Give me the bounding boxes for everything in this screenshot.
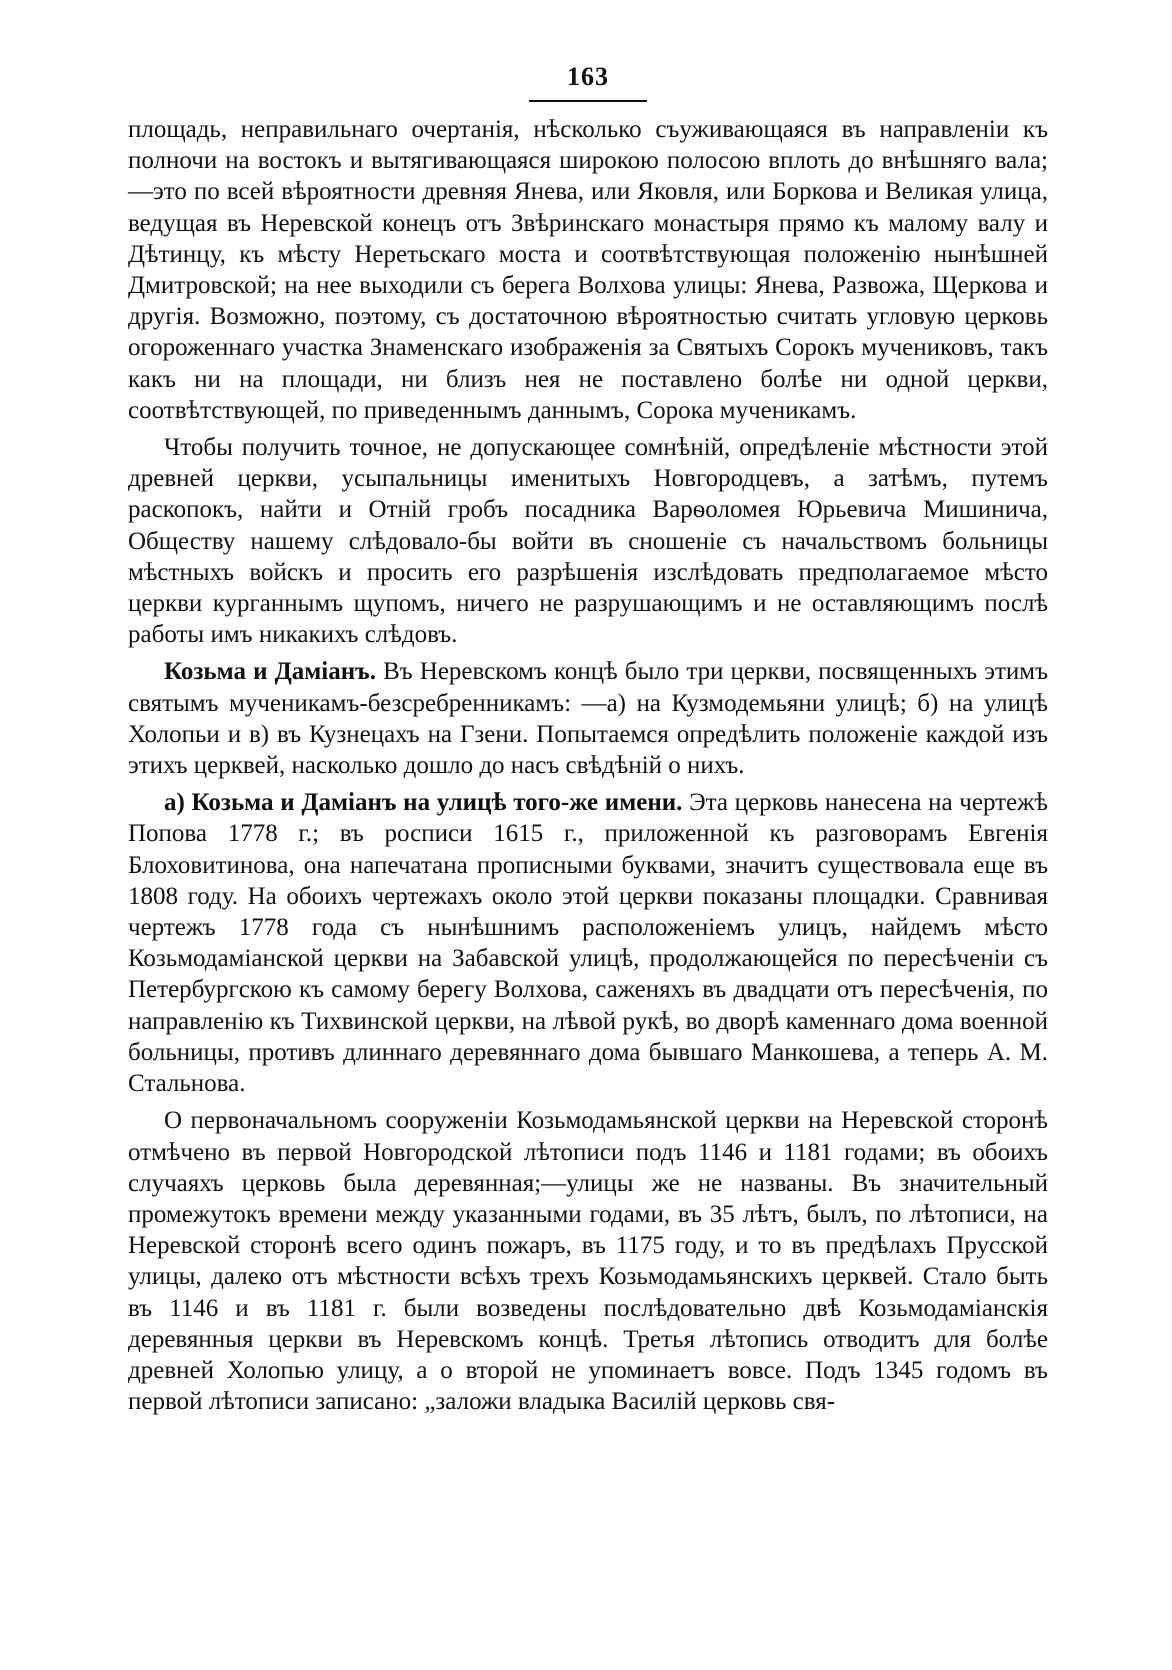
section-heading-kozma-damian: Козьма и Даміанъ. — [164, 658, 376, 686]
subsection-heading-a: а) Козьма и Даміанъ на улицѣ того-же имени. — [164, 789, 683, 817]
paragraph-3 — [128, 656, 1048, 781]
paragraph-4-text: Эта церковь нанесена на чертежѣ Попова 1778 г.; въ росписи 1615 г., приложенной къ разговорамъ Евгенія Блоховитинова, она напечатана прописными буквами, значитъ существовала еще въ 1808 году. На обоихъ чертежахъ около этой церкви показаны площадки. Сравнивая чертежъ 1778 года съ нынѣшнимъ расположеніемъ улицъ, найдемъ мѣсто Козьмодаміанской церкви на Забавской улицѣ, продолжающейся по пересѣченіи съ Петербургскою къ самому берегу Волхова, саженяхъ въ двадцати отъ пересѣченія, по направленію къ Тихвинской церкви, на лѣвой рукѣ, во дворѣ каменнаго дома военной больницы, противъ длиннаго деревяннаго дома бывшаго Манкошева, а теперь А. М. Стальнова. — [128, 789, 1049, 1098]
paragraph-5 — [128, 1105, 1048, 1417]
paragraph-5-text: О первоначальномъ сооруженіи Козьмодамьянской церкви на Неревской сторонѣ отмѣчено въ первой Новгородской лѣтописи подъ 1146 и 1181 годами; въ обоихъ случаяхъ церковь была деревянная;—улицы же не названы. Въ значительный промежутокъ времени между указанными годами, въ 35 лѣтъ, былъ, по лѣтописи, на Неревской сторонѣ всего одинъ пожаръ, въ 1175 году, и то въ предѣлахъ Прусской улицы, далеко отъ мѣстности всѣхъ трехъ Козьмодамьянскихъ церквей. Стало быть въ 1146 и въ 1181 г. были возведены послѣдовательно двѣ Козьмодаміанскія деревянныя церкви въ Неревскомъ концѣ. Третья лѣтопись отводитъ для болѣе древней Холопью улицу, а о второй не упоминаетъ вовсе. Подъ 1345 годомъ въ первой лѣтописи записано: „заложи владыка Василій церковь свя- — [128, 1107, 1048, 1416]
paragraph-4 — [128, 787, 1048, 1099]
document-page — [128, 60, 1048, 1417]
paragraph-1 — [128, 114, 1048, 426]
paragraph-3-text: Въ Неревскомъ концѣ было три церкви, посвященныхъ этимъ святымъ мученикамъ-безсребренникамъ: —а) на Кузмодемьяни улицѣ; б) на улицѣ Холопьи и в) въ Кузнецахъ на Гзени. Попытаемся опредѣлить положеніе каждой изъ этихъ церквей, насколько дошло до насъ свѣдѣній о нихъ. — [128, 658, 1048, 780]
paragraph-2 — [128, 432, 1048, 650]
paragraph-1-text: площадь, неправильнаго очертанія, нѣсколько съуживающаяся въ направленіи къ полночи на востокъ и вытягивающаяся широкою полосою вплоть до внѣшняго вала;—это по всей вѣроятности древняя Янева, или Яковля, или Боркова и Великая улица, ведущая въ Неревской конецъ отъ Звѣринскаго монастыря прямо къ малому валу и Дѣтинцу, къ мѣсту Неретьскаго моста и соотвѣтствующая положенію нынѣшней Дмитровской; на нее выходили съ берега Волхова улицы: Янева, Развожа, Щеркова и другія. Возможно, поэтому, съ достаточною вѣроятностью считать угловую церковь огороженнаго участка Знаменскаго изображенія за Святыхъ Сорокъ мучениковъ, такъ какъ ни на площади, ни близъ нея не поставлено болѣе ни одной церкви, соотвѣтствующей, по приведеннымъ даннымъ, Сорока мученикамъ. — [128, 116, 1048, 424]
page-number: 163 — [567, 62, 609, 91]
header-rule — [529, 100, 647, 102]
paragraph-2-text: Чтобы получить точное, не допускающее сомнѣній, опредѣленіе мѣстности этой древней церкви, усыпальницы именитыхъ Новгородцевъ, а затѣмъ, путемъ раскопокъ, найти и Отній гробъ посадника Варѳоломея Юрьевича Мишинича, Обществу нашему слѣдовало-бы войти въ сношеніе съ начальствомъ больницы мѣстныхъ войскъ и просить его разрѣшенія изслѣдовать предполагаемое мѣсто церкви курганнымъ щупомъ, ничего не разрушающимъ и не оставляющимъ послѣ работы имъ никакихъ слѣдовъ. — [128, 434, 1048, 649]
